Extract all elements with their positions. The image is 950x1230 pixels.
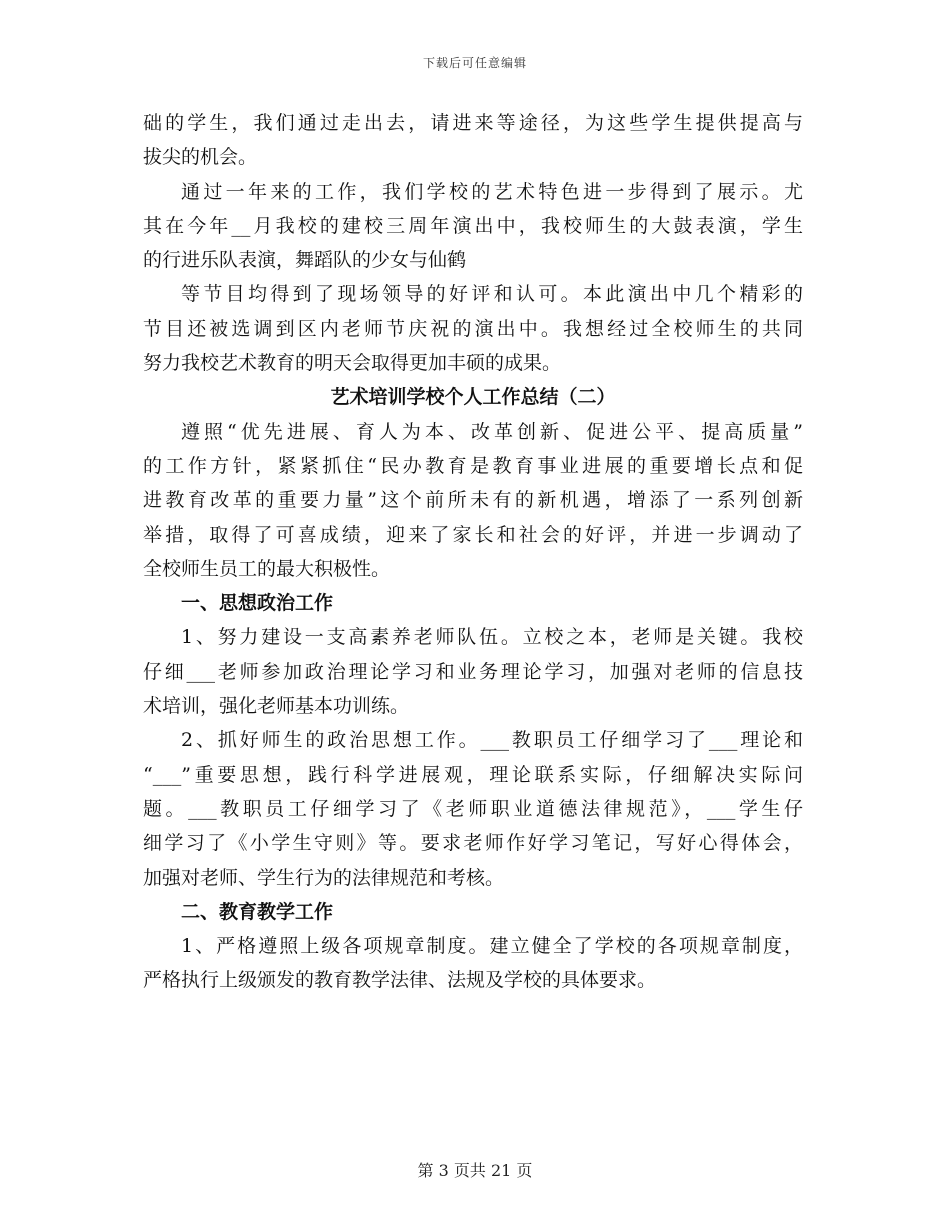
text-line: 严格执行上级颁发的教育教学法律、法规及学校的具体要求。	[143, 969, 657, 992]
text-line: 进教育改革的重要力量”这个前所未有的新机遇，增添了一系列创新	[143, 489, 803, 512]
text-line: 细学习了《小学生守则》等。要求老师作好学习笔记，写好心得体会，	[143, 832, 803, 855]
page-header: 下载后可任意编辑	[422, 56, 527, 70]
text-line: 1、努力建设一支高素养老师队伍。立校之本，老师是关键。我校	[181, 626, 803, 649]
text-line: 等节目均得到了现场领导的好评和认可。本此演出中几个精彩的	[181, 283, 803, 306]
text-line: 加强对老师、学生行为的法律规范和考核。	[143, 866, 505, 889]
text-line: 拔尖的机会。	[143, 146, 258, 169]
text-line: 题。___教职员工仔细学习了《老师职业道德法律规范》，___学生仔	[143, 797, 803, 820]
paragraph-teacher-team	[143, 620, 803, 723]
paragraph-continuation	[143, 106, 803, 175]
document-body	[143, 106, 803, 998]
paragraph-regulations	[143, 929, 803, 998]
heading-teaching-work: 二、教育教学工作	[181, 900, 334, 923]
paragraph-art-feature	[143, 175, 803, 278]
text-line: 努力我校艺术教育的明天会取得更加丰硕的成果。	[143, 352, 562, 375]
text-line: “___”重要思想，践行科学进展观，理论联系实际，仔细解决实际问	[143, 763, 803, 786]
section-title: 艺术培训学校个人工作总结（二）	[330, 386, 616, 409]
text-line: 全校师生员工的最大积极性。	[143, 557, 391, 580]
text-line: 仔细___老师参加政治理论学习和业务理论学习，加强对老师的信息技	[143, 660, 803, 683]
text-line: 遵照“优先进展、育人为本、改革创新、促进公平、提高质量”	[181, 420, 803, 443]
paragraph-performance	[143, 277, 803, 380]
paragraph-political-thought	[143, 723, 803, 894]
page-number-footer: 第 3 页共 21 页	[417, 1161, 533, 1180]
text-line: 术培训，强化老师基本功训练。	[143, 695, 410, 718]
text-line: 础的学生，我们通过走出去，请进来等途径，为这些学生提供提高与	[143, 112, 803, 134]
text-line: 其在今年__月我校的建校三周年演出中，我校师生的大鼓表演，学生	[143, 214, 803, 237]
text-line: 的工作方针，紧紧抓住“民办教育是教育事业进展的重要增长点和促	[143, 454, 803, 477]
heading-political-work: 一、思想政治工作	[181, 592, 334, 615]
text-line: 举措，取得了可喜成绩，迎来了家长和社会的好评，并进一步调动了	[143, 523, 803, 546]
text-line: 通过一年来的工作，我们学校的艺术特色进一步得到了展示。尤	[181, 180, 803, 203]
paragraph-policy	[143, 415, 803, 586]
text-line: 节目还被选调到区内老师节庆祝的演出中。我想经过全校师生的共同	[143, 317, 803, 340]
text-line: 1、严格遵照上级各项规章制度。建立健全了学校的各项规章制度，	[181, 935, 803, 958]
text-line: 的行进乐队表演，舞蹈队的少女与仙鹤	[143, 249, 467, 272]
text-line: 2、抓好师生的政治思想工作。___教职员工仔细学习了___理论和	[181, 729, 803, 752]
